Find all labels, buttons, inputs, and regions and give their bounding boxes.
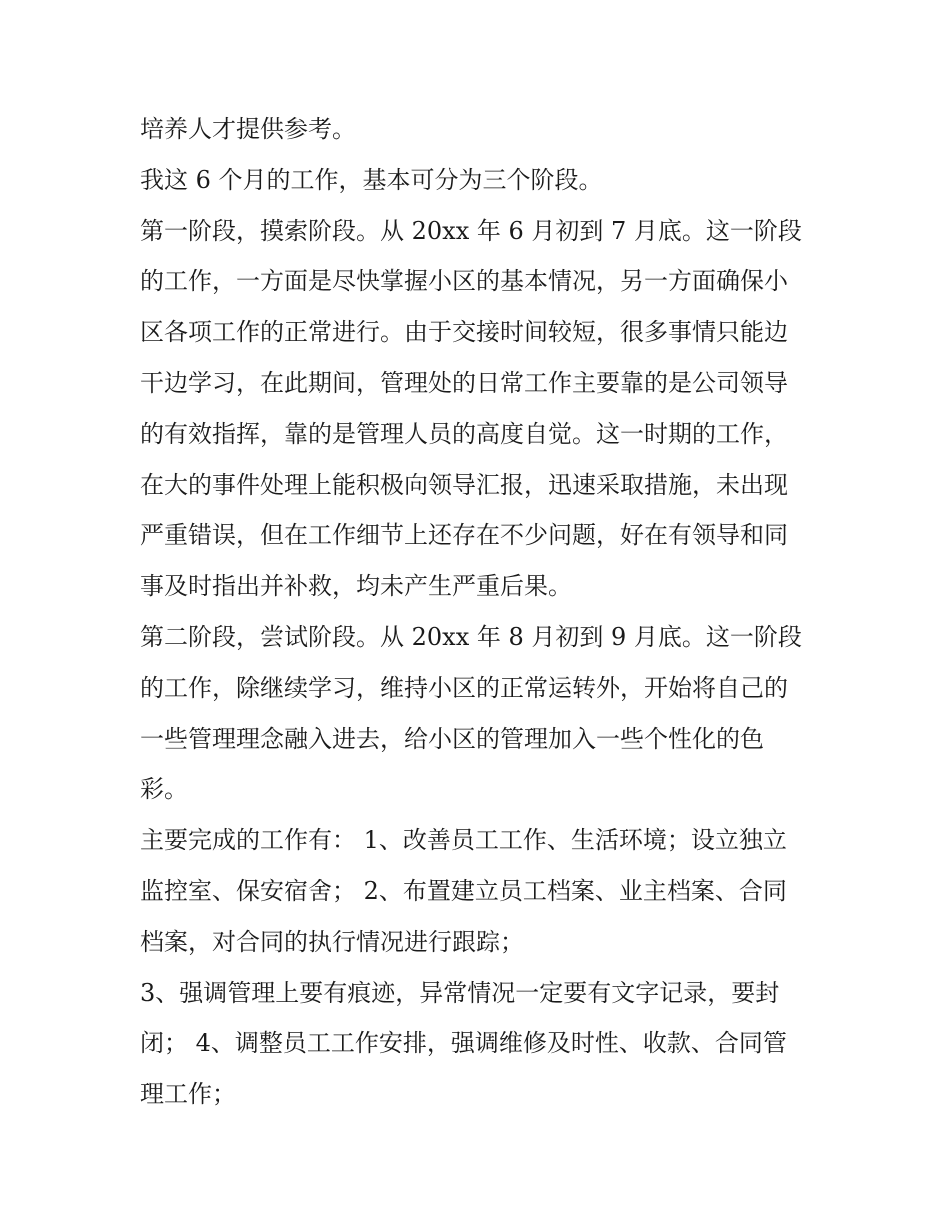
text-line: 档案，对合同的执行情况进行跟踪； <box>140 927 524 956</box>
text-line: 区各项工作的正常进行。由于交接时间较短，很多事情只能边 <box>140 318 788 347</box>
text-line: 闭； 4、调整员工工作安排，强调维修及时性、收款、合同管 <box>140 1029 787 1058</box>
text-line: 的工作，除继续学习，维持小区的正常运转外，开始将自己的 <box>140 673 788 702</box>
text-line: 监控室、保安宿舍； 2、布置建立员工档案、业主档案、合同 <box>140 876 787 905</box>
text-line: 3、强调管理上要有痕迹，异常情况一定要有文字记录，要封 <box>140 978 780 1007</box>
text-line: 干边学习，在此期间，管理处的日常工作主要靠的是公司领导 <box>140 368 788 397</box>
text-line: 理工作； <box>140 1080 236 1109</box>
body-text <box>140 104 820 1120</box>
text-line: 第二阶段，尝试阶段。从 20xx 年 8 月初到 9 月底。这一阶段 <box>140 622 802 651</box>
text-line: 主要完成的工作有： 1、改善员工工作、生活环境；设立独立 <box>140 826 787 855</box>
text-line: 的有效指挥，靠的是管理人员的高度自觉。这一时期的工作， <box>140 419 788 448</box>
text-line: 一些管理理念融入进去，给小区的管理加入一些个性化的色 <box>140 724 764 753</box>
text-line: 事及时指出并补救，均未产生严重后果。 <box>140 572 572 601</box>
text-line: 我这 6 个月的工作，基本可分为三个阶段。 <box>140 165 603 194</box>
text-line: 严重错误，但在工作细节上还存在不少问题，好在有领导和同 <box>140 521 788 550</box>
text-line: 培养人才提供参考。 <box>140 115 356 143</box>
text-line: 的工作，一方面是尽快掌握小区的基本情况，另一方面确保小 <box>140 267 788 296</box>
text-line: 彩。 <box>140 775 188 804</box>
text-line: 在大的事件处理上能积极向领导汇报，迅速采取措施，未出现 <box>140 470 788 499</box>
text-line: 第一阶段，摸索阶段。从 20xx 年 6 月初到 7 月底。这一阶段 <box>140 216 802 245</box>
